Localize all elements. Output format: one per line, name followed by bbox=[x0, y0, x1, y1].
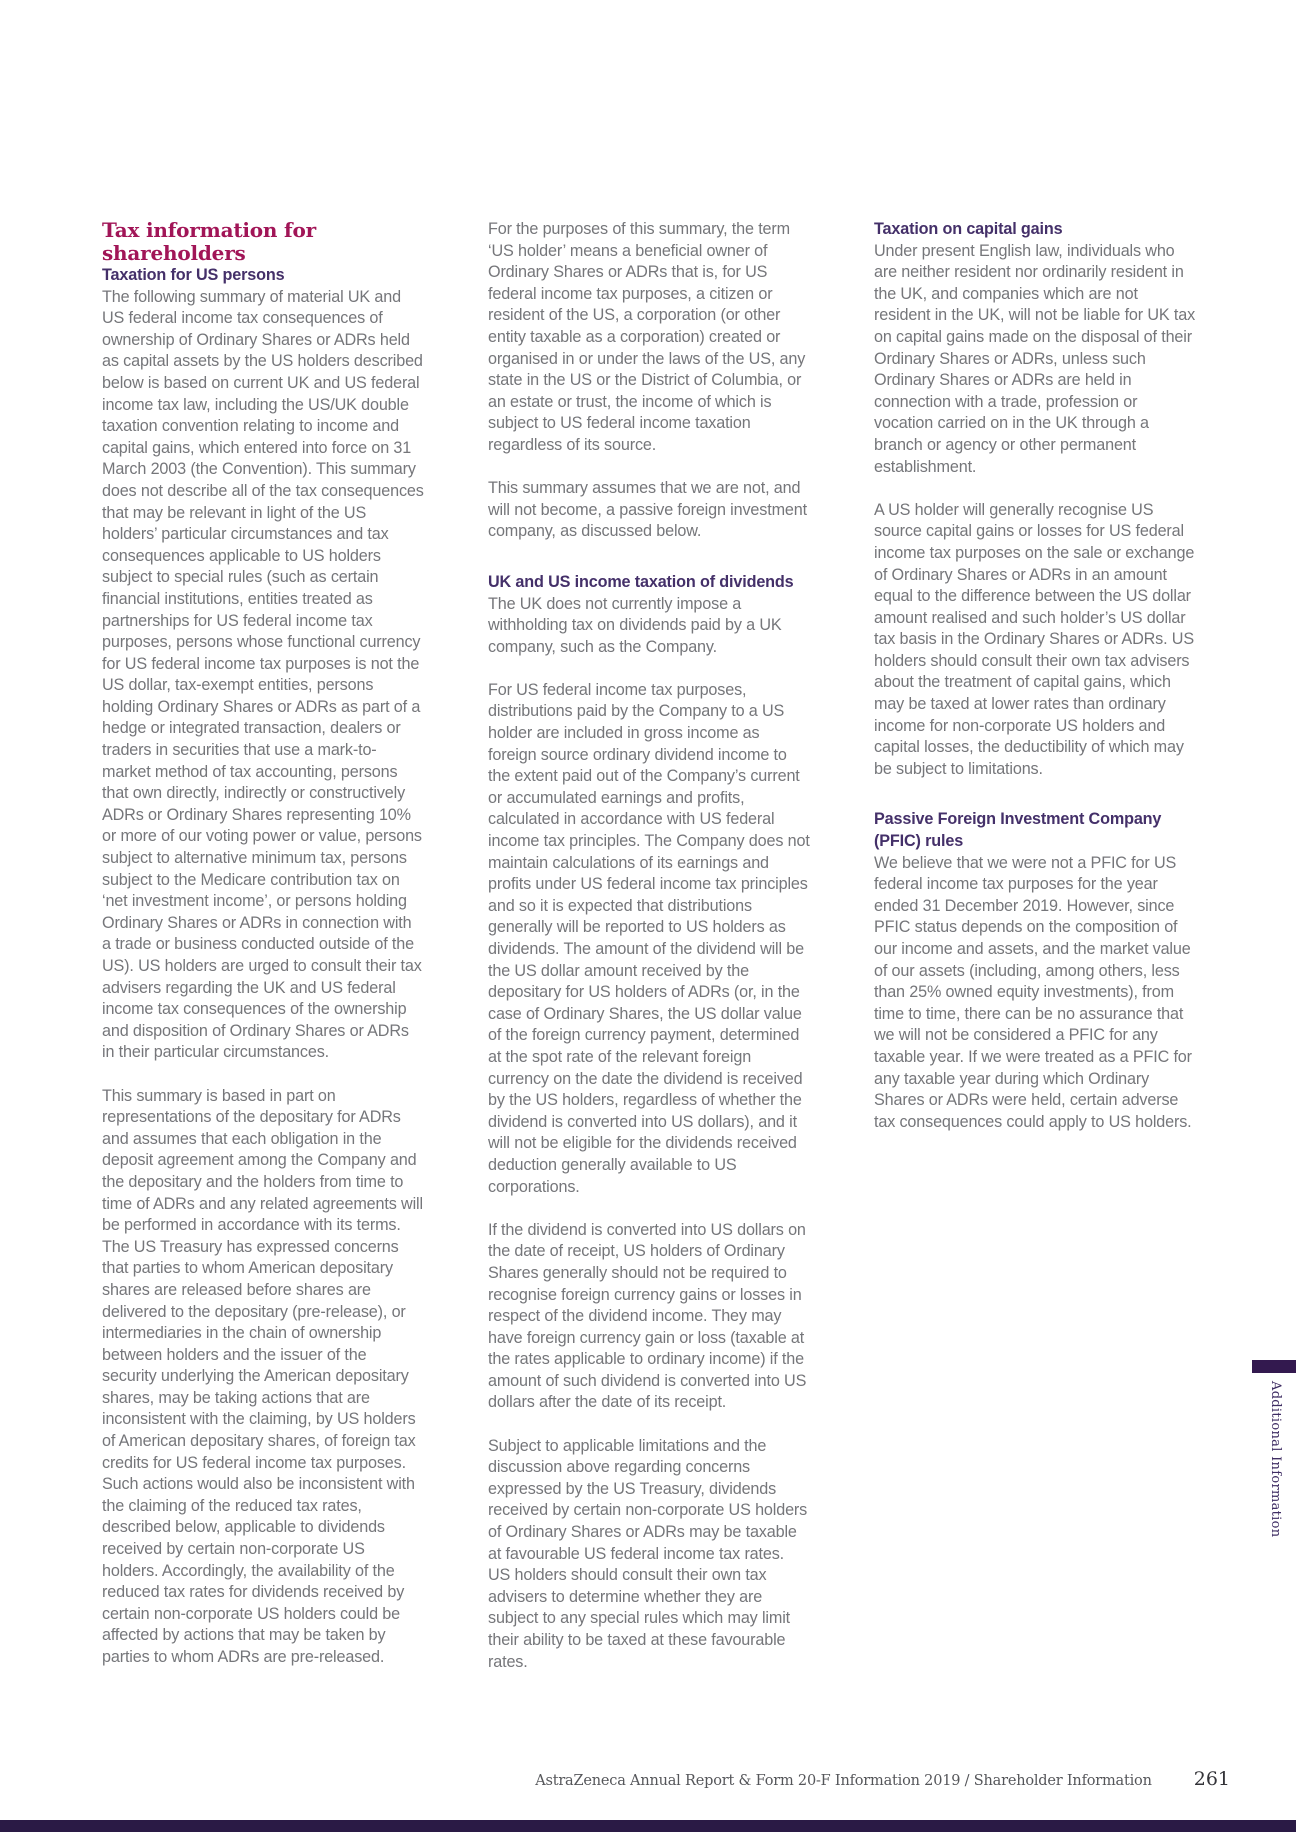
paragraph: The UK does not currently impose a withholding tax on dividends paid by a UK company, such as the Company. bbox=[488, 594, 782, 656]
section-heading-taxation-for-us-persons: Taxation for US persons bbox=[102, 266, 285, 284]
section-heading-taxation-on-capital-gains: Taxation on capital gains bbox=[874, 220, 1063, 238]
paragraph: For the purposes of this summary, the term ‘US holder’ means a beneficial owner of Ordinary Shares or ADRs that is, for US federal income tax purposes, a citizen or resident of the US, a corporation (or other entity taxable as a corporation) created or organised in or under the laws of the US, any state in the US or the District of Columbia, or an estate or trust, the income of which is subject to US federal income taxation regardless of its source. bbox=[488, 220, 806, 454]
page-bottom-bar bbox=[0, 1820, 1296, 1832]
paragraph: This summary assumes that we are not, and will not become, a passive foreign investment company, as discussed below. bbox=[488, 479, 807, 541]
page-footer bbox=[535, 1768, 1230, 1790]
paragraph: We believe that we were not a PFIC for US federal income tax purposes for the year ended 31 December 2019. However, since PFIC status depends on the composition of our income and assets, and the market value of our assets (including, among others, less than 25% owned equity investments), from time to time, there can be no assurance that we will not be considered a PFIC for any taxable year. If we were treated as a PFIC for any taxable year during which Ordinary Shares or ADRs were held, certain adverse tax consequences could apply to US holders. bbox=[874, 853, 1192, 1131]
section-heading-uk-us-income-taxation-of-dividends: UK and US income taxation of dividends bbox=[488, 572, 794, 591]
paragraph: A US holder will generally recognise US source capital gains or losses for US federal income tax purposes on the sale or exchange of Ordinary Shares or ADRs in an amount equal to the difference between the US dollar amount realised and such holder’s US dollar tax basis in the Ordinary Shares or ADRs. US holders should consult their own tax advisers about the treatment of capital gains, which may be taxed at lower rates than ordinary income for non-corporate US holders and capital losses, the deductibility of which may be subject to limitations. bbox=[874, 500, 1195, 778]
page-number: 261 bbox=[1193, 1768, 1230, 1790]
column-2 bbox=[488, 219, 810, 1673]
page-title: Tax information for shareholders bbox=[102, 218, 316, 265]
section-tab-label: Additional Information bbox=[1268, 1381, 1283, 1538]
paragraph: Under present English law, individuals who are neither resident nor ordinarily resident in the UK, and companies which are not resident in the UK, will not be liable for UK tax on capital gains made on the disposal of their Ordinary Shares or ADRs, unless such Ordinary Shares or ADRs are held in connection with a trade, profession or vocation carried on in the UK through a branch or agency or other permanent establishment. bbox=[874, 241, 1196, 476]
paragraph: If the dividend is converted into US dollars on the date of receipt, US holders of Ordinary Shares generally should not be required to recognise foreign currency gains or losses in respect of the dividend income. They may have foreign currency gain or loss (taxable at the rates applicable to ordinary income) if the amount of such dividend is converted into US dollars after the date of its receipt. bbox=[488, 1220, 807, 1412]
paragraph: For US federal income tax purposes, distributions paid by the Company to a US holder are included in gross income as foreign source ordinary dividend income to the extent paid out of the Company’s current or accumulated earnings and profits, calculated in accordance with US federal income tax principles. The Company does not maintain calculations of its earnings and profits under US federal income tax principles and so it is expected that distributions generally will be reported to US holders as dividends. The amount of the dividend will be the US dollar amount received by the depositary for US holders of ADRs (or, in the case of Ordinary Shares, the US dollar value of the foreign currency payment, determined at the spot rate of the relevant foreign currency on the date the dividend is received by the US holders, regardless of whether the dividend is converted into US dollars), and it will not be eligible for the dividends received deduction generally available to US corporations. bbox=[488, 680, 810, 1196]
section-heading-pfic-rules: Passive Foreign Investment Company (PFIC) rules bbox=[874, 810, 1162, 851]
paragraph: The following summary of material UK and US federal income tax consequences of ownership of Ordinary Shares or ADRs held as capital assets by the US holders described below is based on current UK and US federal income tax law, including the US/UK double taxation convention relating to income and capital gains, which entered into force on 31 March 2003 (the Convention). This summary does not describe all of the tax consequences that may be relevant in light of the US holders’ particular circumstances and tax consequences applicable to US holders subject to special rules (such as certain financial institutions, entities treated as partnerships for US federal income tax purposes, persons whose functional currency for US federal income tax purposes is not the US dollar, tax-exempt entities, persons holding Ordinary Shares or ADRs as part of a hedge or integrated transaction, dealers or traders in securities that use a mark-to-market method of tax accounting, persons that own directly, indirectly or constructively ADRs or Ordinary Shares representing 10% or more of our voting power or value, persons subject to alternative minimum tax, persons subject to the Medicare contribution tax on ‘net investment income’, or persons holding Ordinary Shares or ADRs in connection with a trade or business conducted outside of the US). US holders are urged to consult their tax advisers regarding the UK and US federal income tax consequences of the ownership and disposition of Ordinary Shares or ADRs in their particular circumstances. bbox=[102, 287, 424, 1062]
paragraph: Subject to applicable limitations and the discussion above regarding concerns expressed by the US Treasury, dividends received by certain non-corporate US holders of Ordinary Shares or ADRs may be taxable at favourable US federal income tax rates. US holders should consult their own tax advisers to determine whether they are subject to any special rules which may limit their ability to be taxed at these favourable rates. bbox=[488, 1436, 808, 1671]
column-1 bbox=[102, 219, 424, 1673]
paragraph: This summary is based in part on representations of the depositary for ADRs and assumes that each obligation in the deposit agreement among the Company and the depositary and the holders from time to time of ADRs and any related agreements will be performed in accordance with its terms. The US Treasury has expressed concerns that parties to whom American depositary shares are released before shares are delivered to the depositary (pre-release), or intermediaries in the chain of ownership between holders and the issuer of the security underlying the American depositary shares, may be taking actions that are inconsistent with the claiming, by US holders of American depositary shares, of foreign tax credits for US federal income tax purposes. Such actions would also be inconsistent with the claiming of the reduced tax rates, described below, applicable to dividends received by certain non-corporate US holders. Accordingly, the availability of the reduced tax rates for dividends received by certain non-corporate US holders could be affected by actions that may be taken by parties to whom ADRs are pre-released. bbox=[102, 1086, 423, 1666]
page-content bbox=[102, 219, 1196, 1673]
section-tab-bar bbox=[1252, 1360, 1296, 1373]
footer-text: AstraZeneca Annual Report & Form 20-F Information 2019 / Shareholder Information bbox=[535, 1773, 1152, 1789]
column-3 bbox=[874, 219, 1196, 1673]
